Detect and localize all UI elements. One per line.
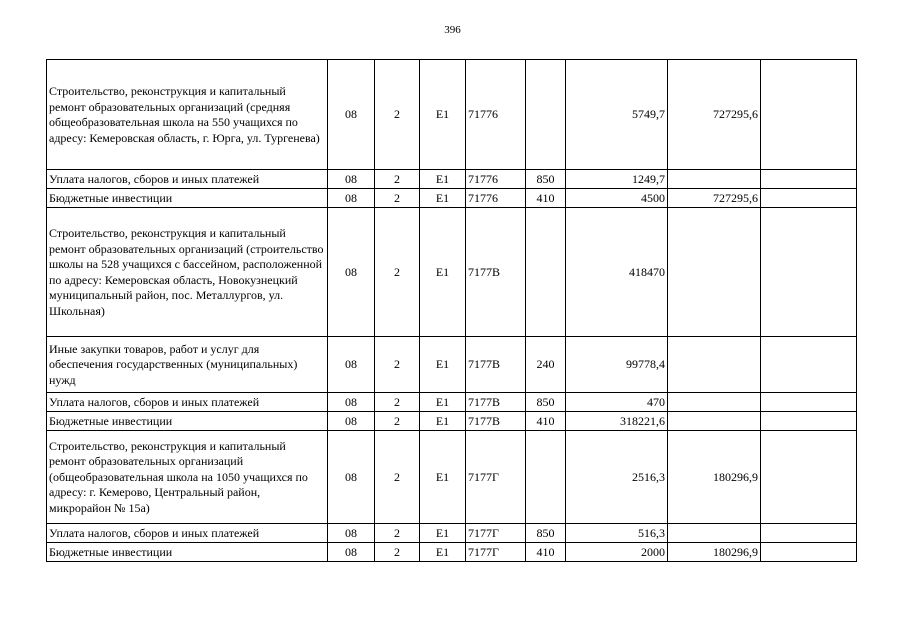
section-cell: 08 bbox=[328, 337, 375, 393]
table-row bbox=[47, 170, 857, 189]
target-code-cell: 7177Г bbox=[466, 524, 526, 543]
target-code-cell: 7177В bbox=[466, 337, 526, 393]
amount-cell-1: 2000 bbox=[566, 543, 668, 562]
section-cell: 08 bbox=[328, 393, 375, 412]
subsection-cell: 2 bbox=[375, 170, 420, 189]
table-row bbox=[47, 337, 857, 393]
section-cell: 08 bbox=[328, 524, 375, 543]
table-row bbox=[47, 412, 857, 431]
subsection-cell: 2 bbox=[375, 60, 420, 170]
subsection-cell: 2 bbox=[375, 393, 420, 412]
subsection-cell: 2 bbox=[375, 524, 420, 543]
row-name-cell: Бюджетные инвестиции bbox=[47, 543, 328, 562]
program-cell: E1 bbox=[420, 170, 466, 189]
expense-type-cell bbox=[526, 60, 566, 170]
row-name-cell: Бюджетные инвестиции bbox=[47, 412, 328, 431]
target-code-cell: 71776 bbox=[466, 170, 526, 189]
target-code-cell: 71776 bbox=[466, 189, 526, 208]
target-code-cell: 7177Г bbox=[466, 543, 526, 562]
subsection-cell: 2 bbox=[375, 543, 420, 562]
amount-cell-3 bbox=[761, 524, 857, 543]
amount-cell-2: 727295,6 bbox=[668, 60, 761, 170]
section-cell: 08 bbox=[328, 431, 375, 524]
subsection-cell: 2 bbox=[375, 431, 420, 524]
table-row bbox=[47, 524, 857, 543]
amount-cell-2 bbox=[668, 393, 761, 412]
subsection-cell: 2 bbox=[375, 189, 420, 208]
program-cell: E1 bbox=[420, 189, 466, 208]
amount-cell-3 bbox=[761, 393, 857, 412]
amount-cell-1: 99778,4 bbox=[566, 337, 668, 393]
amount-cell-3 bbox=[761, 170, 857, 189]
row-name-cell: Иные закупки товаров, работ и услуг для обеспечения государственных (муниципальных) нужд bbox=[47, 337, 328, 393]
amount-cell-2 bbox=[668, 208, 761, 337]
page-number: 396 bbox=[444, 24, 461, 36]
table-row bbox=[47, 208, 857, 337]
program-cell: E1 bbox=[420, 60, 466, 170]
amount-cell-1: 516,3 bbox=[566, 524, 668, 543]
amount-cell-2 bbox=[668, 170, 761, 189]
row-name-cell: Строительство, реконструкция и капитальный ремонт образовательных организаций (строительство школы на 528 учащихся с бассейном, расположенной по адресу: Кемеровская область, Новокузнецкий муниципальный район, пос. Металлургов, ул. Школьная) bbox=[47, 208, 328, 337]
amount-cell-3 bbox=[761, 431, 857, 524]
amount-cell-3 bbox=[761, 189, 857, 208]
amount-cell-3 bbox=[761, 543, 857, 562]
amount-cell-2 bbox=[668, 524, 761, 543]
section-cell: 08 bbox=[328, 189, 375, 208]
program-cell: E1 bbox=[420, 524, 466, 543]
subsection-cell: 2 bbox=[375, 337, 420, 393]
amount-cell-3 bbox=[761, 412, 857, 431]
target-code-cell: 7177В bbox=[466, 393, 526, 412]
program-cell: E1 bbox=[420, 412, 466, 431]
expense-type-cell: 850 bbox=[526, 170, 566, 189]
amount-cell-3 bbox=[761, 60, 857, 170]
subsection-cell: 2 bbox=[375, 208, 420, 337]
section-cell: 08 bbox=[328, 208, 375, 337]
expense-type-cell bbox=[526, 431, 566, 524]
amount-cell-1: 5749,7 bbox=[566, 60, 668, 170]
row-name-cell: Уплата налогов, сборов и иных платежей bbox=[47, 170, 328, 189]
table-row bbox=[47, 393, 857, 412]
table-row bbox=[47, 60, 857, 170]
amount-cell-1: 418470 bbox=[566, 208, 668, 337]
expense-type-cell: 850 bbox=[526, 393, 566, 412]
program-cell: E1 bbox=[420, 543, 466, 562]
amount-cell-1: 2516,3 bbox=[566, 431, 668, 524]
target-code-cell: 71776 bbox=[466, 60, 526, 170]
expense-type-cell: 240 bbox=[526, 337, 566, 393]
row-name-cell: Уплата налогов, сборов и иных платежей bbox=[47, 524, 328, 543]
amount-cell-2: 180296,9 bbox=[668, 431, 761, 524]
target-code-cell: 7177Г bbox=[466, 431, 526, 524]
amount-cell-1: 4500 bbox=[566, 189, 668, 208]
amount-cell-2 bbox=[668, 337, 761, 393]
amount-cell-2: 180296,9 bbox=[668, 543, 761, 562]
amount-cell-3 bbox=[761, 208, 857, 337]
expense-type-cell: 410 bbox=[526, 412, 566, 431]
expense-type-cell: 850 bbox=[526, 524, 566, 543]
amount-cell-1: 470 bbox=[566, 393, 668, 412]
amount-cell-1: 318221,6 bbox=[566, 412, 668, 431]
budget-table bbox=[46, 59, 857, 562]
amount-cell-2: 727295,6 bbox=[668, 189, 761, 208]
row-name-cell: Бюджетные инвестиции bbox=[47, 189, 328, 208]
row-name-cell: Строительство, реконструкция и капитальный ремонт образовательных организаций (общеобразовательная школа на 1050 учащихся по адресу: г. Кемерово, Центральный район, микрорайон № 15а) bbox=[47, 431, 328, 524]
program-cell: E1 bbox=[420, 393, 466, 412]
section-cell: 08 bbox=[328, 412, 375, 431]
amount-cell-3 bbox=[761, 337, 857, 393]
program-cell: E1 bbox=[420, 337, 466, 393]
subsection-cell: 2 bbox=[375, 412, 420, 431]
section-cell: 08 bbox=[328, 543, 375, 562]
program-cell: E1 bbox=[420, 431, 466, 524]
table-row bbox=[47, 543, 857, 562]
row-name-cell: Уплата налогов, сборов и иных платежей bbox=[47, 393, 328, 412]
target-code-cell: 7177В bbox=[466, 208, 526, 337]
expense-type-cell: 410 bbox=[526, 189, 566, 208]
section-cell: 08 bbox=[328, 60, 375, 170]
target-code-cell: 7177В bbox=[466, 412, 526, 431]
expense-type-cell: 410 bbox=[526, 543, 566, 562]
table-row bbox=[47, 189, 857, 208]
table-row bbox=[47, 431, 857, 524]
row-name-cell: Строительство, реконструкция и капитальный ремонт образовательных организаций (средняя общеобразовательная школа на 550 учащихся по адресу: Кемеровская область, г. Юрга, ул. Тургенева) bbox=[47, 60, 328, 170]
amount-cell-1: 1249,7 bbox=[566, 170, 668, 189]
expense-type-cell bbox=[526, 208, 566, 337]
section-cell: 08 bbox=[328, 170, 375, 189]
program-cell: E1 bbox=[420, 208, 466, 337]
amount-cell-2 bbox=[668, 412, 761, 431]
